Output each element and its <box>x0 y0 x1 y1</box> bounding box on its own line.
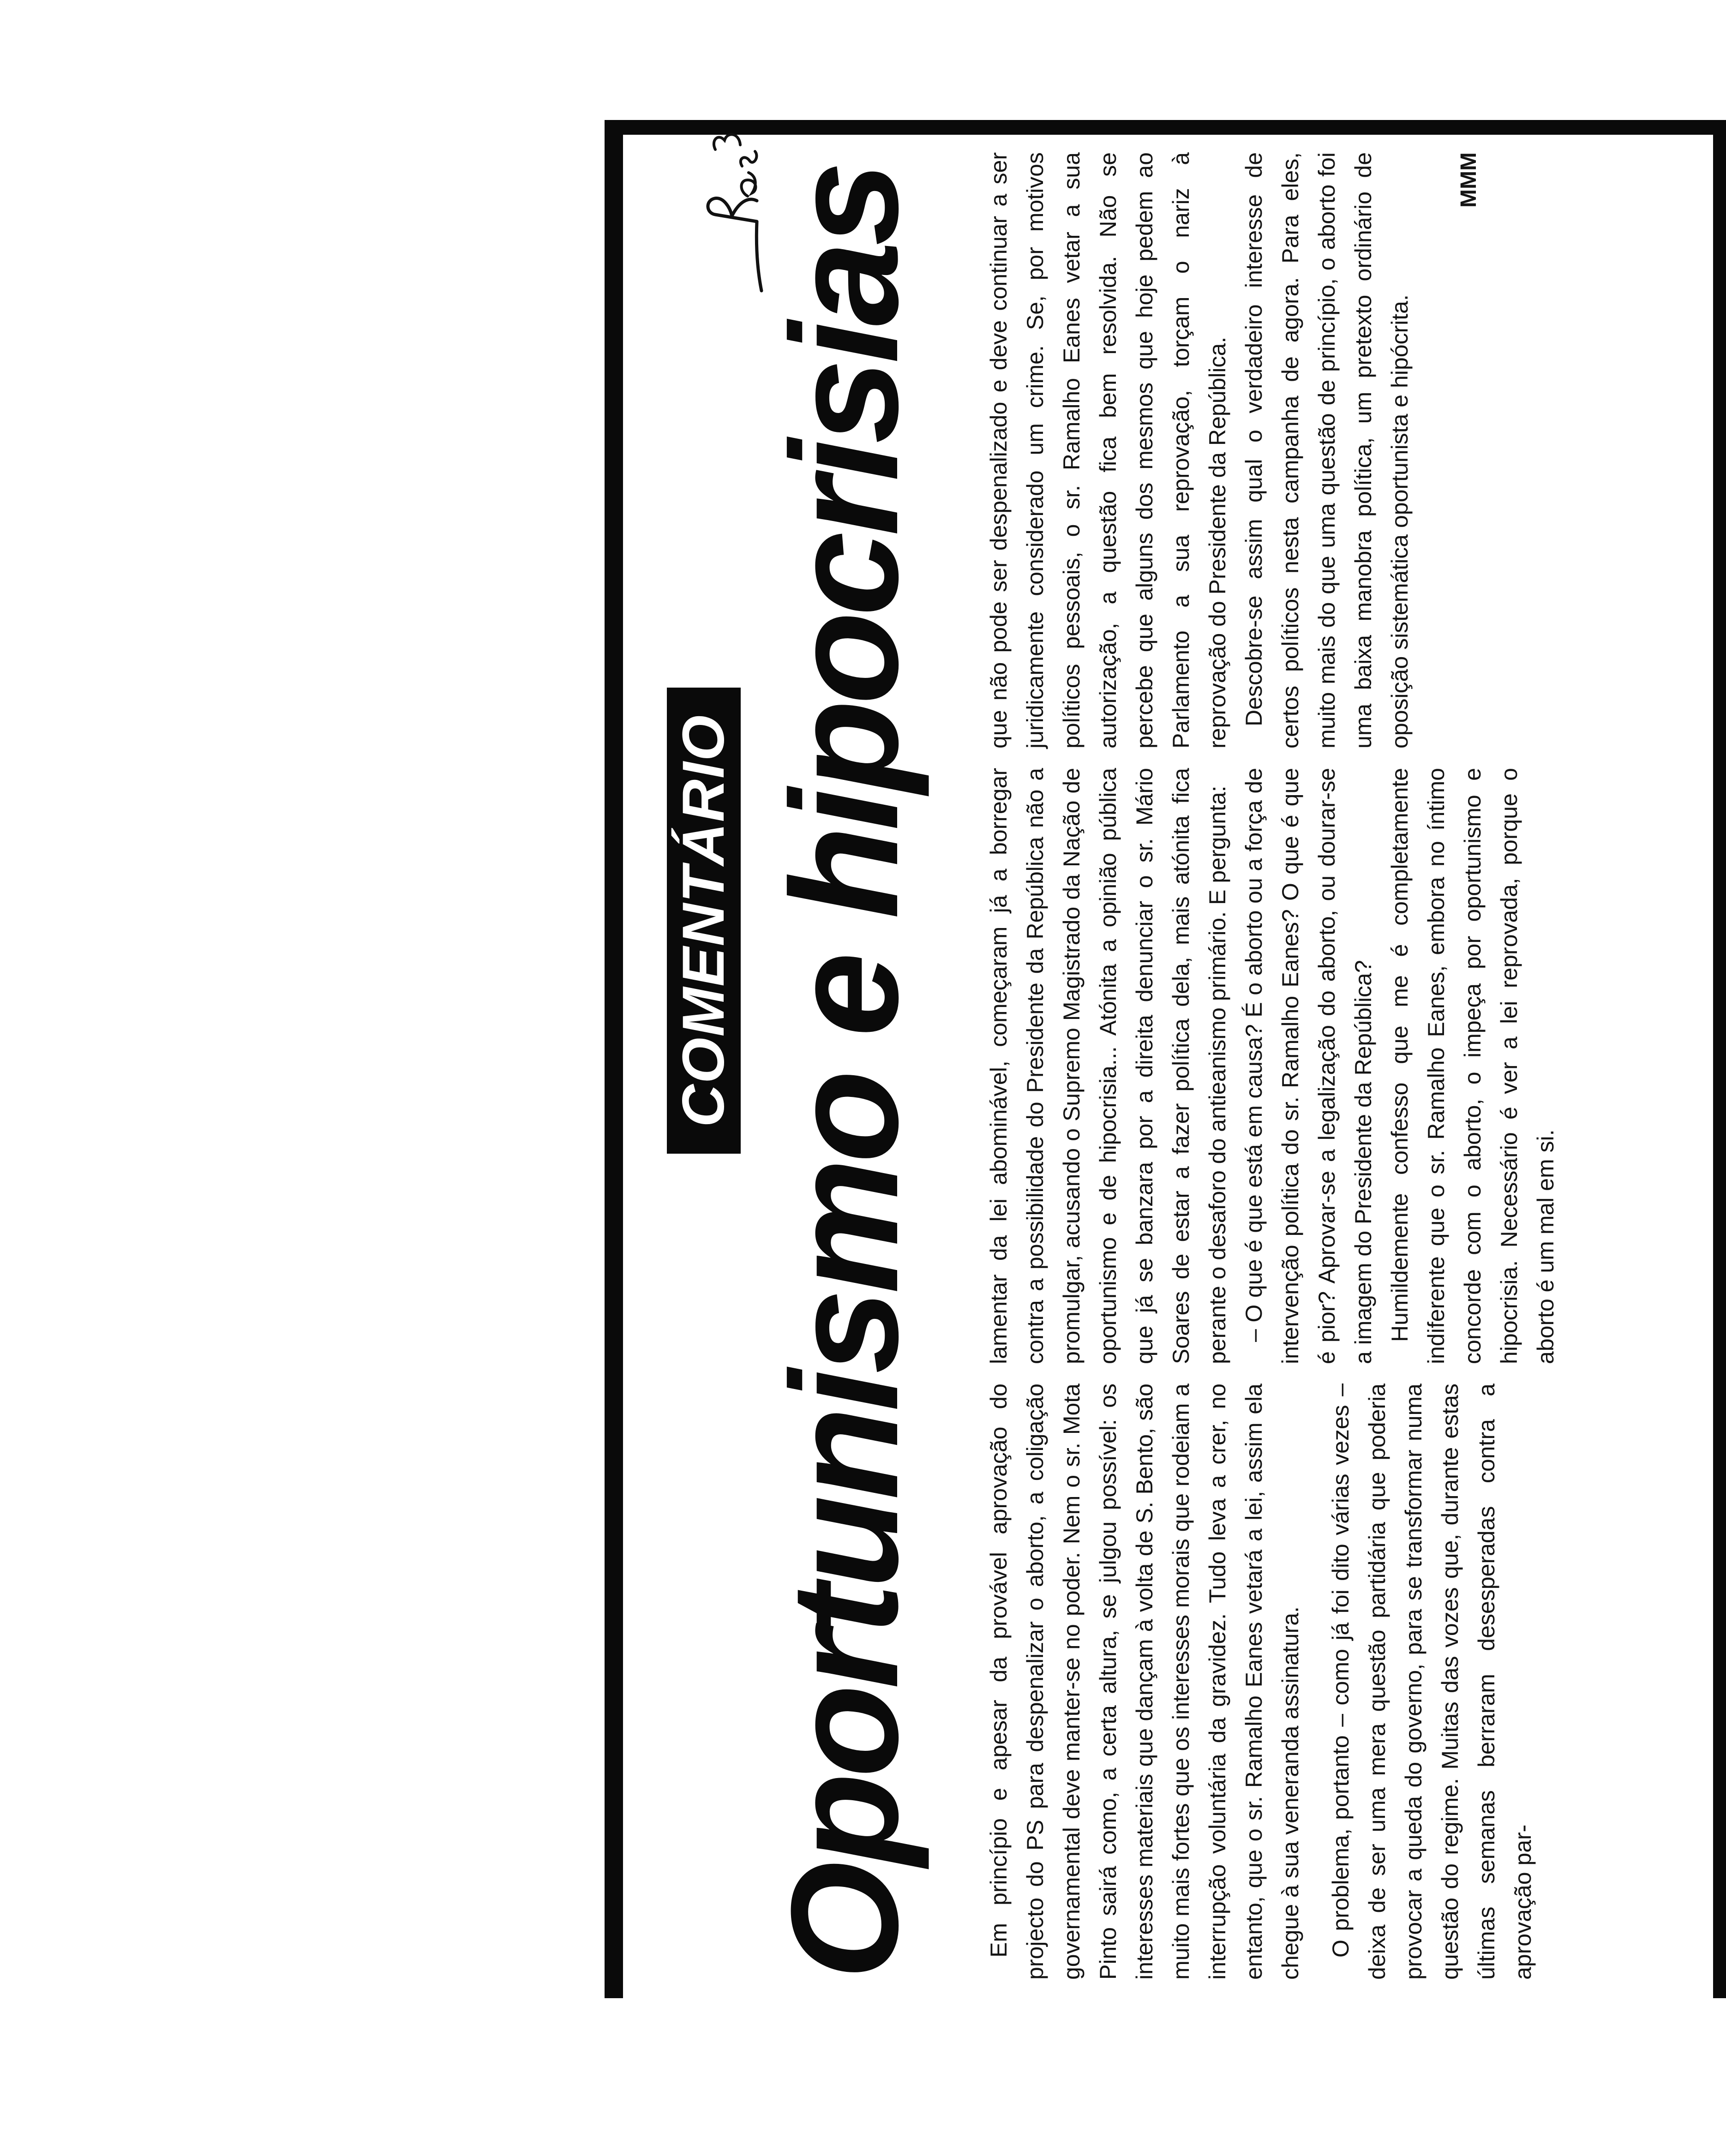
column-2 <box>981 768 1701 1364</box>
section-label: COMENTÁRIO <box>667 688 741 1154</box>
paragraph: Em princípio e apesar da provável aprovação do projecto do PS para despenalizar o aborto, a coligação governamental deve manter-se no poder. Nem o sr. Mota Pinto sairá como, a certa altura, se julgou possível: os interesses materiais que dançam à volta de S. Bento, são muito mais fortes que os interesses morais que rodeiam a interrupção voluntária da gravidez. Tudo leva a crer, no entanto, que o sr. Ramalho Eanes vetará a lei, assim ela chegue à sua veneranda assinatura. <box>986 1383 1303 1980</box>
article-body <box>981 152 1701 1980</box>
paragraph: O problema, portanto – como já foi dito várias vezes – deixa de ser uma mera questão partidária que poderia provocar a queda do governo, para se transformar numa questão do regime. Muitas das vozes que, durante estas últimas semanas berraram desesperadas contra a aprovação par- <box>1328 1383 1536 1980</box>
frame-rule-bottom <box>1713 120 1726 1998</box>
paragraph: lamentar da lei abominável, começaram já a borregar contra a possibilidade do Presidente da República não a promulgar, acusando o Supremo Magistrado da Nação de oportunismo e de hipocrisia... Atónita a opinião pública que já se banzara por a direita denunciar o sr. Mário Soares de estar a fazer política dela, mais atónita fica perante o desaforo do antieanismo primário. E pergunta: <box>986 768 1230 1364</box>
press-clipping <box>605 120 1726 1998</box>
frame-rule-top <box>605 120 623 1998</box>
handwritten-annotation <box>688 129 798 295</box>
handwritten-signature-icon <box>688 129 798 295</box>
paragraph: Descobre-se assim qual o verdadeiro interesse de certos políticos nesta campanha de agora. Para eles, muito mais do que uma questão de princípio, o aborto foi uma baixa manobra política, um pretexto ordinário de oposição sistemática oportunista e hipócrita. <box>1241 152 1413 749</box>
column-1 <box>981 1383 1701 1980</box>
author-byline: MMM <box>1456 152 1481 208</box>
column-3 <box>981 152 1701 749</box>
headline: Oportunismo e hipocrisias <box>759 166 929 1980</box>
paragraph: Humildemente confesso que me é completamente indiferente que o sr. Ramalho Eanes, embora no íntimo concorde com o aborto, o impeça por oportunismo e hipocrisia. Necessário é ver a lei reprovada, porque o aborto é um mal em si. <box>1387 768 1558 1364</box>
paragraph: – O que é que está em causa? É o aborto ou a força de intervenção política do sr. Ramalho Eanes? O que é que é pior? Aprovar-se a legalização do aborto, ou dourar-se a imagem do Presidente da República? <box>1241 768 1376 1364</box>
paragraph: que não pode ser despenalizado e deve continuar a ser juridicamente considerado um crime. Se, por motivos políticos pessoais, o sr. Ramalho Eanes vetar a sua autorização, a questão fica bem resolvida. Não se percebe que alguns dos mesmos que hoje pedem ao Parlamento a sua reprovação, torçam o nariz à reprovação do Presidente da República. <box>986 152 1230 749</box>
